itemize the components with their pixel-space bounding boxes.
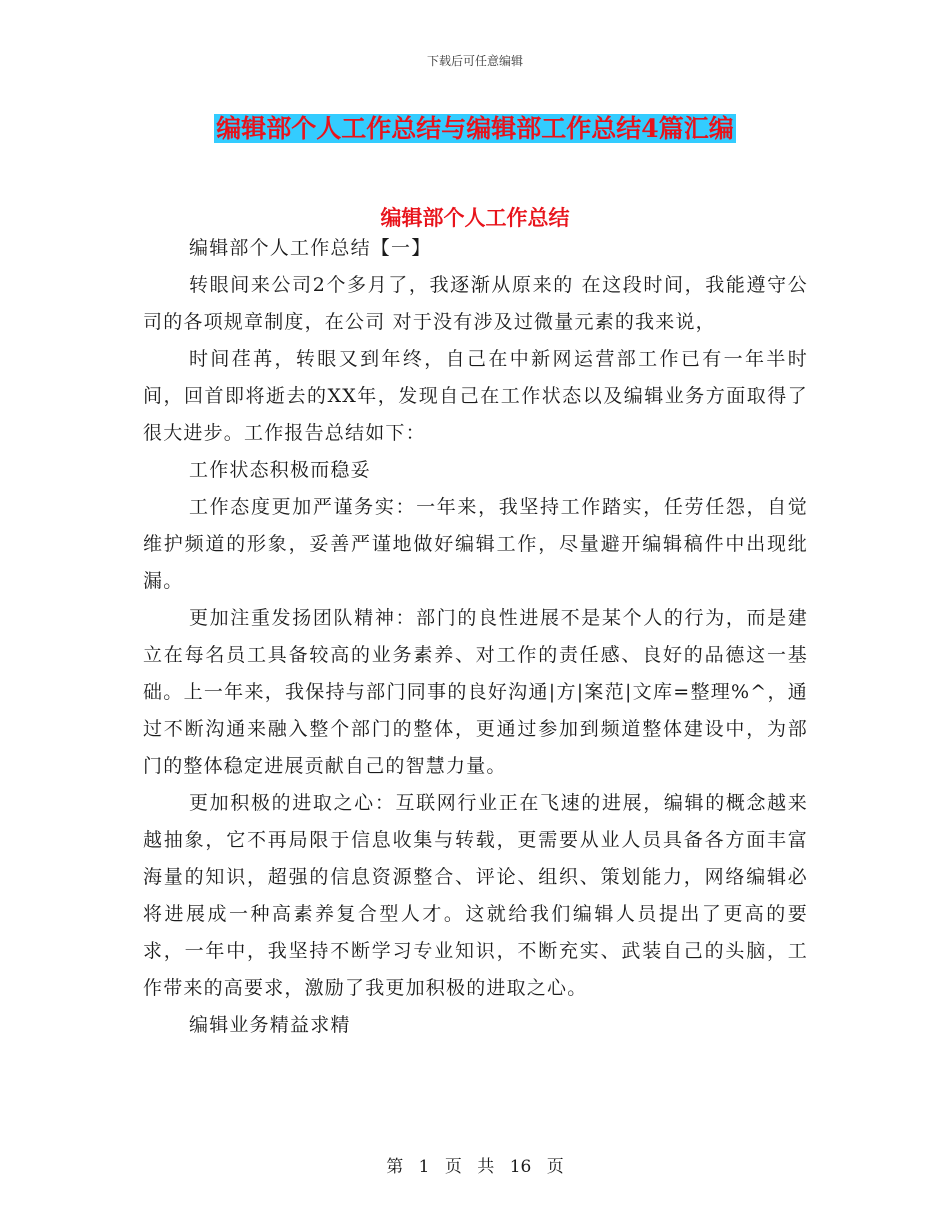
paragraph: 工作状态积极而稳妥 (189, 459, 371, 481)
document-body (143, 230, 808, 1044)
paragraph: 更加注重发扬团队精神：部门的良性进展不是某个人的行为，而是建立在每名员工具备较高的业务素养、对工作的责任感、良好的品德这一基础。上一年来，我保持与部门同事的良好沟通|方|案范|文库=整理%^，通过不断沟通来融入整个部门的整体，更通过参加到频道整体建设中，为部门的整体稳定进展贡献自己的智慧力量。 (143, 607, 808, 777)
paragraph: 转眼间来公司2个多月了，我逐渐从原来的 在这段时间，我能遵守公司的各项规章制度，在公司 对于没有涉及过微量元素的我来说， (143, 274, 808, 333)
page-number: 第 1 页 共 16 页 (386, 1157, 564, 1177)
section-title: 编辑部个人工作总结 (380, 205, 570, 230)
paragraph: 时间荏苒，转眼又到年终，自己在中新网运营部工作已有一年半时间，回首即将逝去的XX年，发现自己在工作状态以及编辑业务方面取得了很大进步。工作报告总结如下： (143, 348, 808, 444)
paragraph: 编辑业务精益求精 (189, 1014, 351, 1036)
document-title-text: 编辑部个人工作总结与编辑部工作总结4篇汇编 (216, 114, 734, 143)
document-title (0, 110, 950, 148)
paragraph: 编辑部个人工作总结【一】 (189, 237, 432, 259)
paragraph: 工作态度更加严谨务实：一年来，我坚持工作踏实，任劳任怨，自觉维护频道的形象，妥善严谨地做好编辑工作，尽量避开编辑稿件中出现纰漏。 (143, 496, 808, 592)
paragraph: 更加积极的进取之心：互联网行业正在飞速的进展，编辑的概念越来越抽象，它不再局限于信息收集与转载，更需要从业人员具备各方面丰富海量的知识，超强的信息资源整合、评论、组织、策划能力，网络编辑必将进展成一种高素养复合型人才。这就给我们编辑人员提出了更高的要求，一年中，我坚持不断学习专业知识，不断充实、武装自己的头脑，工作带来的高要求，激励了我更加积极的进取之心。 (143, 792, 808, 999)
page-header-note: 下载后可任意编辑 (426, 54, 523, 68)
